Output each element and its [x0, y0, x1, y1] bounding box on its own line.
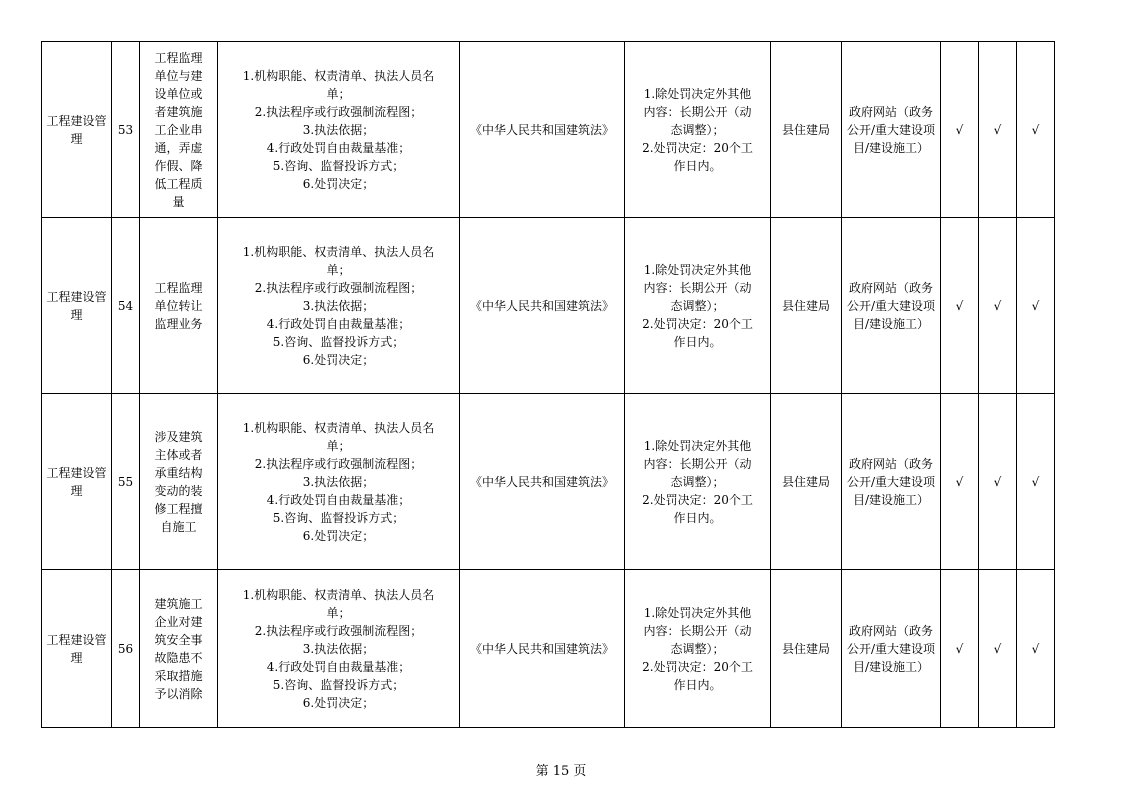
- cell-text-line: 3.执法依据；: [302, 298, 375, 313]
- cell-text-line: 企业对建: [154, 614, 203, 629]
- cell-text-line: 故隐患不: [154, 650, 203, 665]
- cell-text-line: 3.执法依据；: [302, 122, 375, 137]
- legal-basis-cell: 《中华人民共和国建筑法》: [460, 218, 625, 394]
- check-mark-cell-3: √: [1017, 42, 1055, 218]
- cell-text-line: 6.处罚决定；: [302, 528, 375, 543]
- cell-text-line: 2.处罚决定：20个工: [642, 140, 753, 155]
- check-mark-cell-2: √: [979, 218, 1017, 394]
- cell-text-line: 1.机构职能、权责清单、执法人员名: [242, 244, 435, 259]
- cell-text-line: 作日内。: [673, 510, 722, 525]
- cell-text-line: 1.除处罚决定外其他: [643, 438, 752, 453]
- cell-text-line: 作假、降: [154, 158, 203, 173]
- matter-cell: [140, 42, 218, 218]
- cell-text-line: 3.执法依据；: [302, 641, 375, 656]
- cell-text-line: 2.处罚决定：20个工: [642, 659, 753, 674]
- cell-text-line: 修工程擅: [154, 501, 203, 516]
- cell-text-line: 单；: [326, 605, 351, 620]
- table-row: [42, 42, 1055, 218]
- cell-text-line: 1.除处罚决定外其他: [643, 262, 752, 277]
- cell-text-line: 5.咨询、监督投诉方式；: [272, 510, 405, 525]
- cell-text-line: 通，弄虚: [154, 140, 203, 155]
- check-mark-cell-1: √: [941, 570, 979, 728]
- category-cell: 工程建设管理: [42, 394, 112, 570]
- cell-text-line: 予以消除: [154, 686, 203, 701]
- legal-basis-cell: 《中华人民共和国建筑法》: [460, 42, 625, 218]
- table-row: [42, 218, 1055, 394]
- check-mark-cell-1: √: [941, 42, 979, 218]
- cell-text-line: 主体或者: [154, 447, 203, 462]
- cell-text-line: 设单位或: [154, 86, 203, 101]
- cell-text-line: 1.机构职能、权责清单、执法人员名: [242, 420, 435, 435]
- cell-text-line: 监理业务: [154, 316, 203, 331]
- cell-text-line: 2.处罚决定：20个工: [642, 492, 753, 507]
- check-mark-cell-2: √: [979, 394, 1017, 570]
- cell-text-line: 变动的装: [154, 483, 203, 498]
- disclosure-table: [41, 41, 1055, 728]
- matter-cell: [140, 218, 218, 394]
- cell-text-line: 态调整）；: [670, 298, 725, 313]
- cell-text-line: 6.处罚决定；: [302, 352, 375, 367]
- check-mark-cell-3: √: [1017, 218, 1055, 394]
- category-cell: 工程建设管理: [42, 218, 112, 394]
- disclosure-content-cell: [218, 42, 460, 218]
- cell-text-line: 4.行政处罚自由裁量基准；: [266, 492, 411, 507]
- disclosure-channel-cell: 政府网站（政务公开/重大建设项目/建设施工）: [842, 42, 941, 218]
- item-number-cell: 54: [112, 218, 140, 394]
- cell-text-line: 4.行政处罚自由裁量基准；: [266, 316, 411, 331]
- check-mark-cell-2: √: [979, 570, 1017, 728]
- cell-text-line: 作日内。: [673, 677, 722, 692]
- cell-text-line: 内容：长期公开（动: [643, 623, 752, 638]
- cell-text-line: 5.咨询、监督投诉方式；: [272, 334, 405, 349]
- disclosure-subject-cell: 县住建局: [771, 218, 842, 394]
- cell-text-line: 态调整）；: [670, 641, 725, 656]
- disclosure-time-cell: [625, 394, 771, 570]
- cell-text-line: 单位转让: [154, 298, 203, 313]
- matter-cell: [140, 570, 218, 728]
- disclosure-subject-cell: 县住建局: [771, 42, 842, 218]
- category-cell: 工程建设管理: [42, 42, 112, 218]
- cell-text-line: 2.执法程序或行政强制流程图；: [254, 623, 423, 638]
- cell-text-line: 单；: [326, 438, 351, 453]
- cell-text-line: 2.执法程序或行政强制流程图；: [254, 280, 423, 295]
- cell-text-line: 工程监理: [154, 280, 203, 295]
- cell-text-line: 1.机构职能、权责清单、执法人员名: [242, 68, 435, 83]
- page-number: 第 15 页: [535, 764, 587, 779]
- cell-text-line: 承重结构: [154, 465, 203, 480]
- cell-text-line: 内容：长期公开（动: [643, 104, 752, 119]
- cell-text-line: 作日内。: [673, 158, 722, 173]
- check-mark-cell-2: √: [979, 42, 1017, 218]
- cell-text-line: 1.除处罚决定外其他: [643, 86, 752, 101]
- disclosure-time-cell: [625, 218, 771, 394]
- cell-text-line: 建筑施工: [154, 596, 203, 611]
- disclosure-channel-cell: 政府网站（政务公开/重大建设项目/建设施工）: [842, 394, 941, 570]
- cell-text-line: 2.执法程序或行政强制流程图；: [254, 104, 423, 119]
- disclosure-content-cell: [218, 570, 460, 728]
- item-number-cell: 56: [112, 570, 140, 728]
- cell-text-line: 5.咨询、监督投诉方式；: [272, 158, 405, 173]
- cell-text-line: 2.处罚决定：20个工: [642, 316, 753, 331]
- cell-text-line: 者建筑施: [154, 104, 203, 119]
- table-row: [42, 570, 1055, 728]
- disclosure-subject-cell: 县住建局: [771, 570, 842, 728]
- cell-text-line: 涉及建筑: [154, 429, 203, 444]
- cell-text-line: 低工程质: [154, 176, 203, 191]
- cell-text-line: 采取措施: [154, 668, 203, 683]
- table-row: [42, 394, 1055, 570]
- item-number-cell: 53: [112, 42, 140, 218]
- cell-text-line: 2.执法程序或行政强制流程图；: [254, 456, 423, 471]
- disclosure-content-cell: [218, 394, 460, 570]
- cell-text-line: 6.处罚决定；: [302, 176, 375, 191]
- cell-text-line: 4.行政处罚自由裁量基准；: [266, 140, 411, 155]
- cell-text-line: 单；: [326, 86, 351, 101]
- cell-text-line: 量: [172, 194, 185, 209]
- cell-text-line: 3.执法依据；: [302, 474, 375, 489]
- check-mark-cell-1: √: [941, 218, 979, 394]
- disclosure-channel-cell: 政府网站（政务公开/重大建设项目/建设施工）: [842, 218, 941, 394]
- check-mark-cell-3: √: [1017, 394, 1055, 570]
- cell-text-line: 5.咨询、监督投诉方式；: [272, 677, 405, 692]
- matter-cell: [140, 394, 218, 570]
- cell-text-line: 内容：长期公开（动: [643, 280, 752, 295]
- cell-text-line: 工企业串: [154, 122, 203, 137]
- cell-text-line: 筑安全事: [154, 632, 203, 647]
- cell-text-line: 1.除处罚决定外其他: [643, 605, 752, 620]
- cell-text-line: 1.机构职能、权责清单、执法人员名: [242, 587, 435, 602]
- disclosure-content-cell: [218, 218, 460, 394]
- disclosure-channel-cell: 政府网站（政务公开/重大建设项目/建设施工）: [842, 570, 941, 728]
- check-mark-cell-3: √: [1017, 570, 1055, 728]
- cell-text-line: 作日内。: [673, 334, 722, 349]
- category-cell: 工程建设管理: [42, 570, 112, 728]
- legal-basis-cell: 《中华人民共和国建筑法》: [460, 394, 625, 570]
- disclosure-time-cell: [625, 42, 771, 218]
- cell-text-line: 自施工: [160, 519, 197, 534]
- cell-text-line: 单；: [326, 262, 351, 277]
- check-mark-cell-1: √: [941, 394, 979, 570]
- cell-text-line: 内容：长期公开（动: [643, 456, 752, 471]
- disclosure-subject-cell: 县住建局: [771, 394, 842, 570]
- cell-text-line: 单位与建: [154, 68, 203, 83]
- cell-text-line: 工程监理: [154, 50, 203, 65]
- disclosure-time-cell: [625, 570, 771, 728]
- cell-text-line: 态调整）；: [670, 474, 725, 489]
- cell-text-line: 4.行政处罚自由裁量基准；: [266, 659, 411, 674]
- cell-text-line: 6.处罚决定；: [302, 695, 375, 710]
- item-number-cell: 55: [112, 394, 140, 570]
- cell-text-line: 态调整）；: [670, 122, 725, 137]
- legal-basis-cell: 《中华人民共和国建筑法》: [460, 570, 625, 728]
